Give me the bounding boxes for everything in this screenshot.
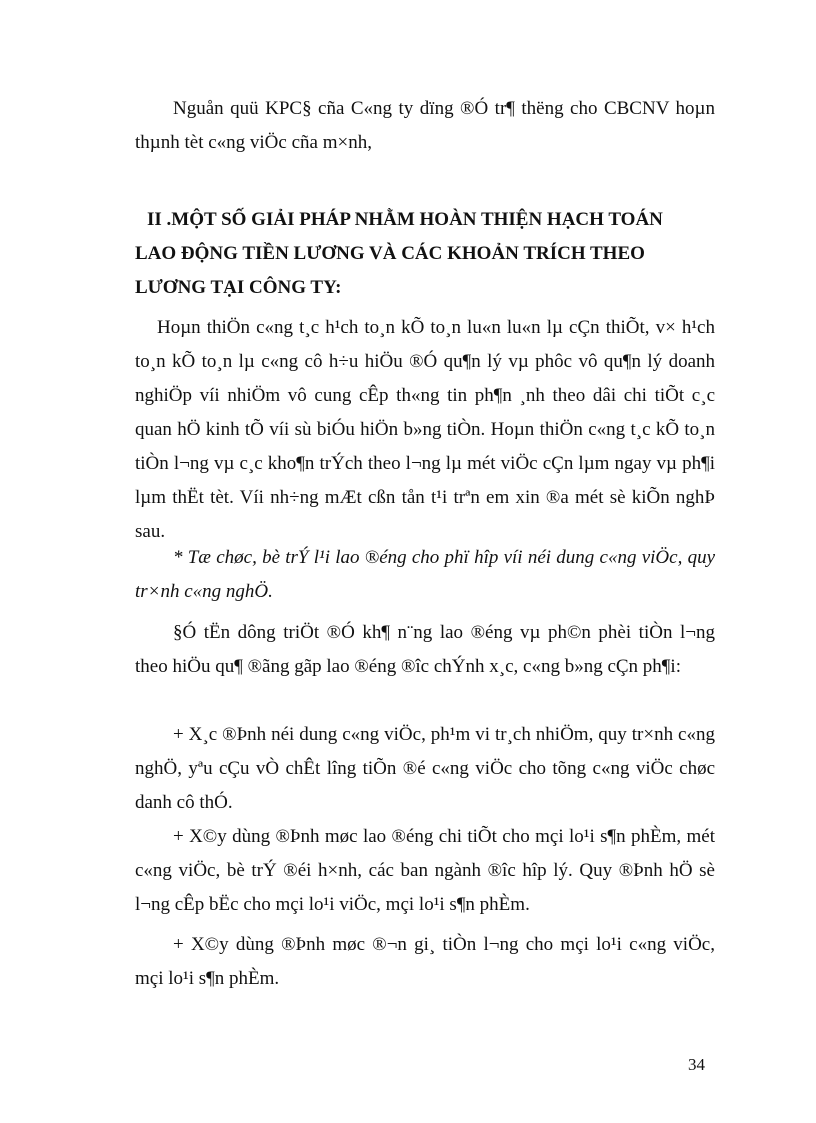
page-number: 34 (688, 1055, 705, 1074)
paragraph-labor-utilization: §Ó tËn dông triÖt ®Ó kh¶ n¨ng lao ®éng vµ ph©n phèi tiÒn l¬ng theo hiÖu qu¶ ®ãng gãp lao ®éng ®îc chÝnh x¸c, c«ng b»ng cÇn ph¶i: (135, 622, 715, 677)
paragraph-kpcd-fund: Nguån quü KPC§ cña C«ng ty dïng ®Ó tr¶ thëng cho CBCNV hoµn thµnh tèt c«ng viÖc cña m×nh, (135, 98, 715, 153)
paragraph-labor-organization: * Tæ chøc, bè trÝ l¹i lao ®éng cho phï hîp víi néi dung c«ng viÖc, quy tr×nh c«ng nghÖ. (135, 547, 715, 602)
section-heading: II .MỘT SỐ GIẢI PHÁP NHẰM HOÀN THIỆN HẠCH TOÁN LAO ĐỘNG TIỀN LƯƠNG VÀ CÁC KHOẢN TRÍCH THEO LƯƠNG TẠI CÔNG TY: (135, 209, 663, 298)
paragraph-accounting-improvement: Hoµn thiÖn c«ng t¸c h¹ch to¸n kÕ to¸n lu«n lu«n lµ cÇn thiÕt, v× h¹ch to¸n kÕ to¸n lµ c«ng cô h÷u hiÖu ®Ó qu¶n lý vµ phôc vô qu¶n lý doanh nghiÖp víi nhiÖm vô cung cÊp th«ng tin ph¶n ¸nh theo dâi chi tiÕt c¸c quan hÖ kinh tÕ víi sù biÓu hiÖn b»ng tiÒn. Hoµn thiÖn c«ng t¸c kÕ to¸n tiÒn l¬ng vµ c¸c kho¶n trÝch theo l¬ng lµ mét viÖc cÇn lµm ngay vµ ph¶i lµm thËt tèt. Víi nh÷ng mÆt cßn tån t¹i trªn em xin ®a mét sè kiÕn nghÞ sau. (135, 317, 715, 542)
paragraph-job-definition: + X¸c ®Þnh néi dung c«ng viÖc, ph¹m vi tr¸ch nhiÖm, quy tr×nh c«ng nghÖ, yªu cÇu vÒ chÊt lîng tiÕn ®é c«ng viÖc cho tõng c«ng viÖc chøc danh cô thÓ. (135, 724, 715, 813)
paragraph-wage-rates: + X©y dùng ®Þnh møc ®¬n gi¸ tiÒn l¬ng cho mçi lo¹i c«ng viÖc, mçi lo¹i s¶n phÈm. (135, 934, 715, 989)
paragraph-labor-norms: + X©y dùng ®Þnh møc lao ®éng chi tiÕt cho mçi lo¹i s¶n phÈm, mét c«ng viÖc, bè trÝ ®éi h×nh, các ban ngành ®îc hîp lý. Quy ®Þnh hÖ sè l¬ng cÊp bËc cho mçi lo¹i viÖc, mçi lo¹i s¶n phÈm. (135, 826, 715, 915)
